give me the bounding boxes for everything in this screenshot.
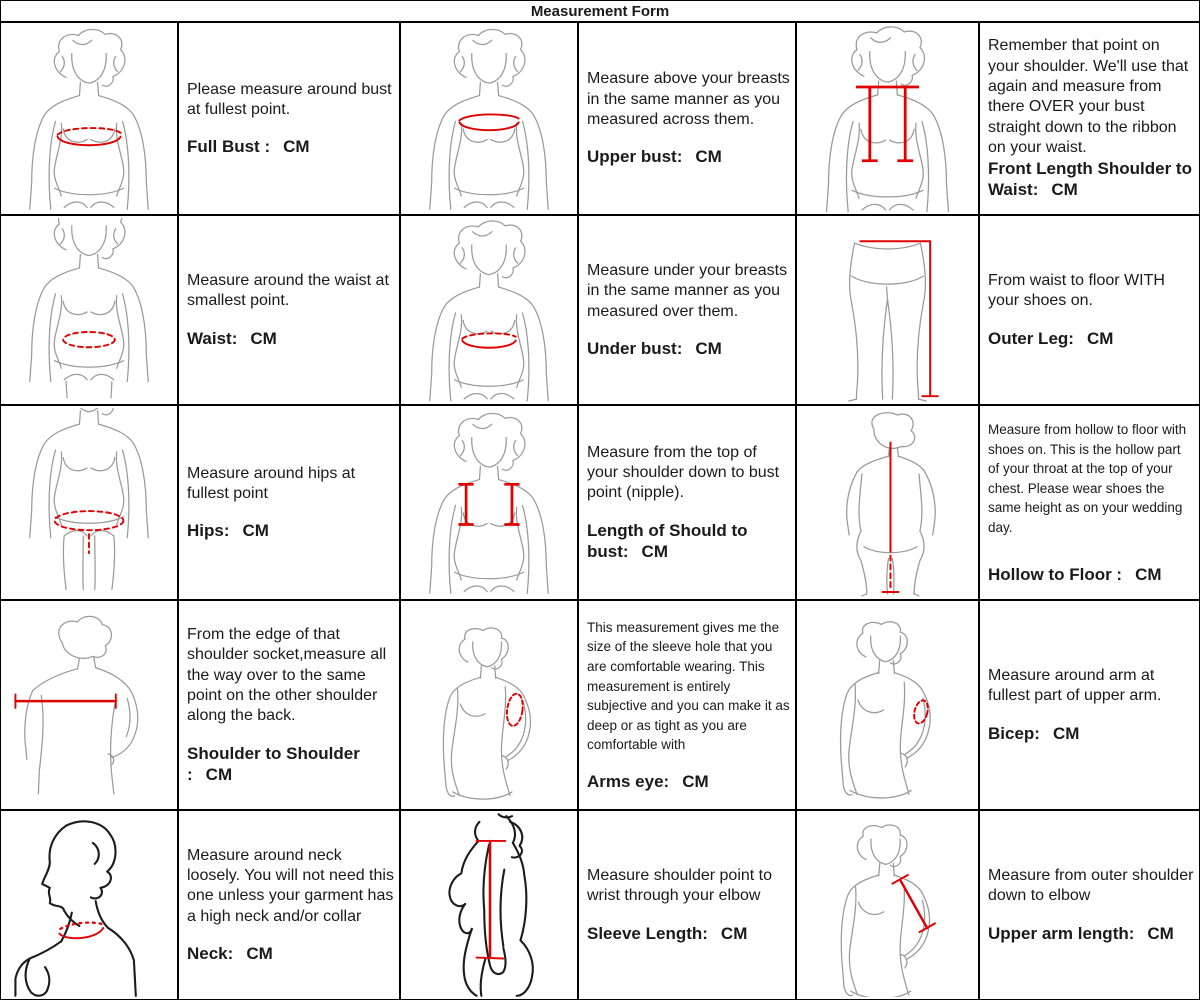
- measure-label: Neck:: [187, 944, 234, 963]
- measure-label-row: [187, 743, 394, 786]
- measure-label-row: [988, 723, 1194, 744]
- measure-label: Shoulder to Shoulder :: [187, 743, 360, 784]
- figure-cell-upper-arm-length: [796, 810, 979, 1000]
- measure-label-row: [587, 520, 790, 563]
- measure-label-row: [988, 923, 1194, 944]
- measure-description: Measure under your breasts in the same manner as you measured over them.: [587, 261, 788, 320]
- shoulder-to-bust-figure: [403, 408, 575, 597]
- measure-unit: CM: [1135, 564, 1162, 584]
- measure-unit: CM: [1147, 923, 1174, 943]
- text-cell-shoulder-to-shoulder: [178, 600, 400, 810]
- text-cell-outer-leg: [979, 215, 1200, 405]
- measure-label-row: [988, 158, 1194, 201]
- measure-unit: CM: [1086, 328, 1114, 348]
- text-cell-hollow-to-floor: [979, 405, 1200, 600]
- measure-description: Measure from hollow to floor with shoes on. This is the hollow part of your throat at the top of your chest. Please wear shoes the same height as on your wedding day.: [988, 422, 1187, 535]
- measure-unit: CM: [641, 541, 668, 561]
- figure-cell-outer-leg: [796, 215, 979, 405]
- measure-description: Measure shoulder point to wrist through your elbow: [587, 867, 772, 905]
- figure-cell-hollow-to-floor: [796, 405, 979, 600]
- measure-label-row: [587, 923, 790, 944]
- measure-description: From the edge of that shoulder socket,measure all the way over to the same point on the other shoulder along the back.: [187, 625, 387, 725]
- shoulder-to-shoulder-figure: [3, 603, 175, 807]
- text-cell-neck: [178, 810, 400, 1000]
- text-cell-upper-arm-length: [979, 810, 1200, 1000]
- measure-unit: CM: [246, 944, 273, 963]
- measure-description: Measure from the top of your shoulder down to bust point (nipple).: [587, 443, 780, 502]
- text-cell-shoulder-to-bust: [578, 405, 796, 600]
- measure-description: Measure around hips at fullest point: [187, 464, 356, 502]
- figure-cell-sleeve-length: [400, 810, 578, 1000]
- measure-label-row: [187, 943, 394, 964]
- measure-unit: CM: [695, 147, 722, 167]
- page-title: Measurement Form: [0, 0, 1200, 22]
- arms-eye-figure: [403, 603, 575, 807]
- front-length-shoulder-to-waist-figure: [799, 25, 976, 212]
- measure-label: Upper bust:: [587, 147, 683, 167]
- measure-description: This measurement gives me the size of the sleeve hole that you are comfortable wearing. This measurement is entirely subjective and you can make it as deep or as tight as you are comfortable with: [587, 619, 790, 753]
- upper-bust-figure: [403, 25, 575, 212]
- figure-cell-neck: [0, 810, 178, 1000]
- text-cell-upper-bust: [578, 22, 796, 215]
- measure-unit: CM: [283, 137, 310, 157]
- measure-description: Remember that point on your shoulder. We'll use that again and measure from there OVER your bust straight down to the ribbon on your waist.: [988, 37, 1189, 156]
- figure-cell-hips: [0, 405, 178, 600]
- measure-label-row: [988, 564, 1194, 585]
- measure-label-row: [988, 328, 1194, 349]
- measure-label: Hollow to Floor :: [988, 564, 1123, 584]
- measure-label: Front Length Shoulder to Waist:: [988, 159, 1192, 200]
- under-bust-figure: [403, 218, 575, 402]
- measure-label-row: [187, 328, 394, 349]
- figure-cell-upper-bust: [400, 22, 578, 215]
- text-cell-bicep: [979, 600, 1200, 810]
- figure-cell-arms-eye: [400, 600, 578, 810]
- bicep-figure: [799, 603, 976, 807]
- text-cell-waist: [178, 215, 400, 405]
- measure-unit: CM: [1052, 723, 1080, 743]
- measure-label: Bicep:: [988, 723, 1040, 743]
- figure-cell-under-bust: [400, 215, 578, 405]
- measure-label: Upper arm length:: [988, 923, 1135, 943]
- measure-label: Outer Leg:: [988, 328, 1074, 348]
- measure-label: Length of Should to bust:: [587, 520, 748, 561]
- measure-unit: CM: [205, 764, 233, 784]
- waist-figure: [3, 218, 175, 402]
- text-cell-front-length: [979, 22, 1200, 215]
- sleeve-length-figure: [403, 813, 575, 997]
- measure-description: Measure above your breasts in the same manner as you measured across them.: [587, 70, 790, 129]
- hips-figure: [3, 408, 175, 597]
- measure-label: Sleeve Length:: [587, 923, 708, 943]
- measure-unit: CM: [1051, 180, 1078, 200]
- measure-unit: CM: [242, 521, 269, 541]
- text-cell-full-bust: [178, 22, 400, 215]
- outer-leg-figure: [799, 218, 976, 402]
- figure-cell-full-bust: [0, 22, 178, 215]
- measure-unit: CM: [682, 771, 709, 791]
- text-cell-sleeve-length: [578, 810, 796, 1000]
- measure-unit: CM: [695, 338, 722, 358]
- figure-cell-bicep: [796, 600, 979, 810]
- measure-label: Arms eye:: [587, 771, 670, 791]
- measure-label-row: [587, 146, 790, 167]
- hollow-to-floor-figure: [799, 408, 976, 597]
- measure-unit: CM: [720, 923, 748, 943]
- figure-cell-shoulder-to-bust: [400, 405, 578, 600]
- figure-cell-waist: [0, 215, 178, 405]
- upper-arm-length-figure: [799, 813, 976, 997]
- measure-description: Measure around neck loosely. You will not need this one unless your garment has a high neck and/or collar: [187, 846, 394, 925]
- text-cell-hips: [178, 405, 400, 600]
- measure-unit: CM: [250, 328, 277, 348]
- measure-label-row: [187, 520, 394, 541]
- measure-label: Under bust:: [587, 338, 683, 358]
- neck-figure: [3, 813, 175, 997]
- measure-description: Measure around arm at fullest part of upper arm.: [988, 667, 1162, 705]
- text-cell-under-bust: [578, 215, 796, 405]
- figure-cell-shoulder-to-shoulder: [0, 600, 178, 810]
- measure-description: Please measure around bust at fullest point.: [187, 80, 392, 118]
- measure-label: Waist:: [187, 328, 238, 348]
- text-cell-arms-eye: [578, 600, 796, 810]
- measure-description: Measure around the waist at smallest point.: [187, 272, 389, 310]
- measure-label: Hips:: [187, 521, 230, 541]
- measure-label-row: [587, 771, 790, 792]
- measure-label-row: [587, 338, 790, 359]
- figure-cell-front-length: [796, 22, 979, 215]
- measure-label-row: [187, 136, 394, 157]
- measure-description: From waist to floor WITH your shoes on.: [988, 272, 1165, 310]
- full-bust-figure: [3, 25, 175, 212]
- measure-description: Measure from outer shoulder down to elbow: [988, 867, 1194, 905]
- measure-label: Full Bust :: [187, 137, 271, 157]
